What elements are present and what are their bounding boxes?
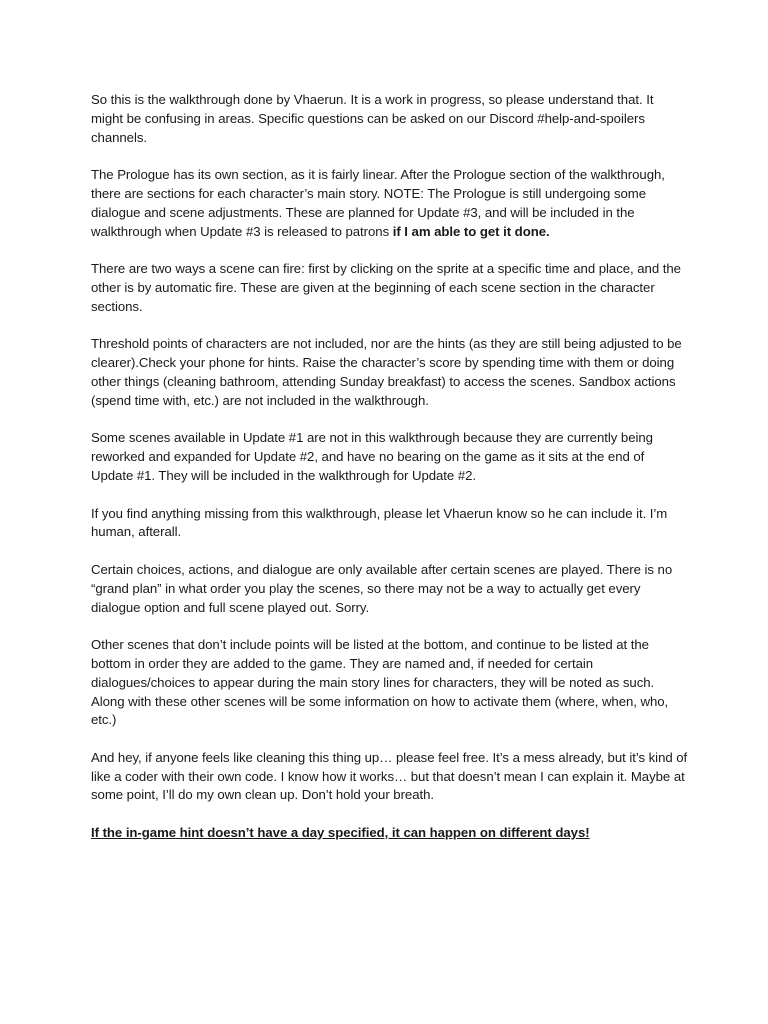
choices-paragraph	[91, 561, 689, 617]
paragraph-text: Other scenes that don’t include points will be listed at the bottom, and continue to be listed at the bottom in order they are added to the game. They are named and, if needed for certain dialogues/choices to appear during the main story lines for characters, they will be noted as such. Along with these other scenes will be some information on how to activate them (where, when, who, etc.)	[91, 637, 669, 728]
threshold-points-paragraph	[91, 335, 689, 410]
update-scenes-paragraph	[91, 429, 689, 485]
intro-paragraph	[91, 91, 689, 147]
paragraph-text: Some scenes available in Update #1 are not in this walkthrough because they are currently being reworked and expanded for Update #2, and have no bearing on the game as it sits at the end of Update #1. They will be included in the walkthrough for Update #2.	[91, 430, 653, 483]
paragraph-text: Certain choices, actions, and dialogue are only available after certain scenes are played. There is no “grand plan” in what order you play the scenes, so there may not be a way to actually get every dialogue option and full scene played out. Sorry.	[91, 561, 673, 615]
paragraph-text: There are two ways a scene can fire: first by clicking on the sprite at a specific time and place, and the other is by automatic fire. These are given at the beginning of each scene section in the character sections.	[91, 261, 681, 314]
final-note-text: If the in-game hint doesn’t have a day specified, it can happen on different days!	[91, 825, 590, 841]
paragraph-text: The Prologue has its own section, as it is fairly linear. After the Prologue section of the walkthrough, there are sections for each character’s main story. NOTE: The Prologue is still undergoing some dialogue and scene adjustments. These are planned for Update #3, and will be included in the walkthrough when Update #3 is released to patrons	[91, 167, 665, 239]
prologue-paragraph	[91, 166, 689, 241]
paragraph-text: If you find anything missing from this walkthrough, please let Vhaerun know so he can include it. I’m human, afterall.	[91, 505, 668, 540]
document-body	[91, 91, 689, 862]
missing-content-paragraph	[91, 505, 689, 543]
paragraph-text: Threshold points of characters are not included, nor are the hints (as they are still being adjusted to be clearer).Check your phone for hints. Raise the character’s score by spending time with them or doing other things (cleaning bathroom, attending Sunday breakfast) to access the scenes. Sandbox actions (spend time with, etc.) are not included in the walkthrough.	[91, 336, 682, 408]
cleanup-paragraph	[91, 749, 689, 805]
paragraph-text: And hey, if anyone feels like cleaning this thing up… please feel free. It’s a mess already, but it’s kind of like a coder with their own code. I know how it works… but that doesn’t mean I can explain it. Maybe at some point, I’ll do my own clean up. Don’t hold your breath.	[91, 749, 688, 803]
scene-fire-paragraph	[91, 260, 689, 316]
final-note-paragraph	[91, 824, 689, 843]
paragraph-text: So this is the walkthrough done by Vhaerun. It is a work in progress, so please understand that. It might be confusing in areas. Specific questions can be asked on our Discord #help-and-spoilers channels.	[91, 92, 654, 145]
other-scenes-paragraph	[91, 636, 689, 730]
bold-emphasis-text: if I am able to get it done.	[392, 223, 550, 239]
